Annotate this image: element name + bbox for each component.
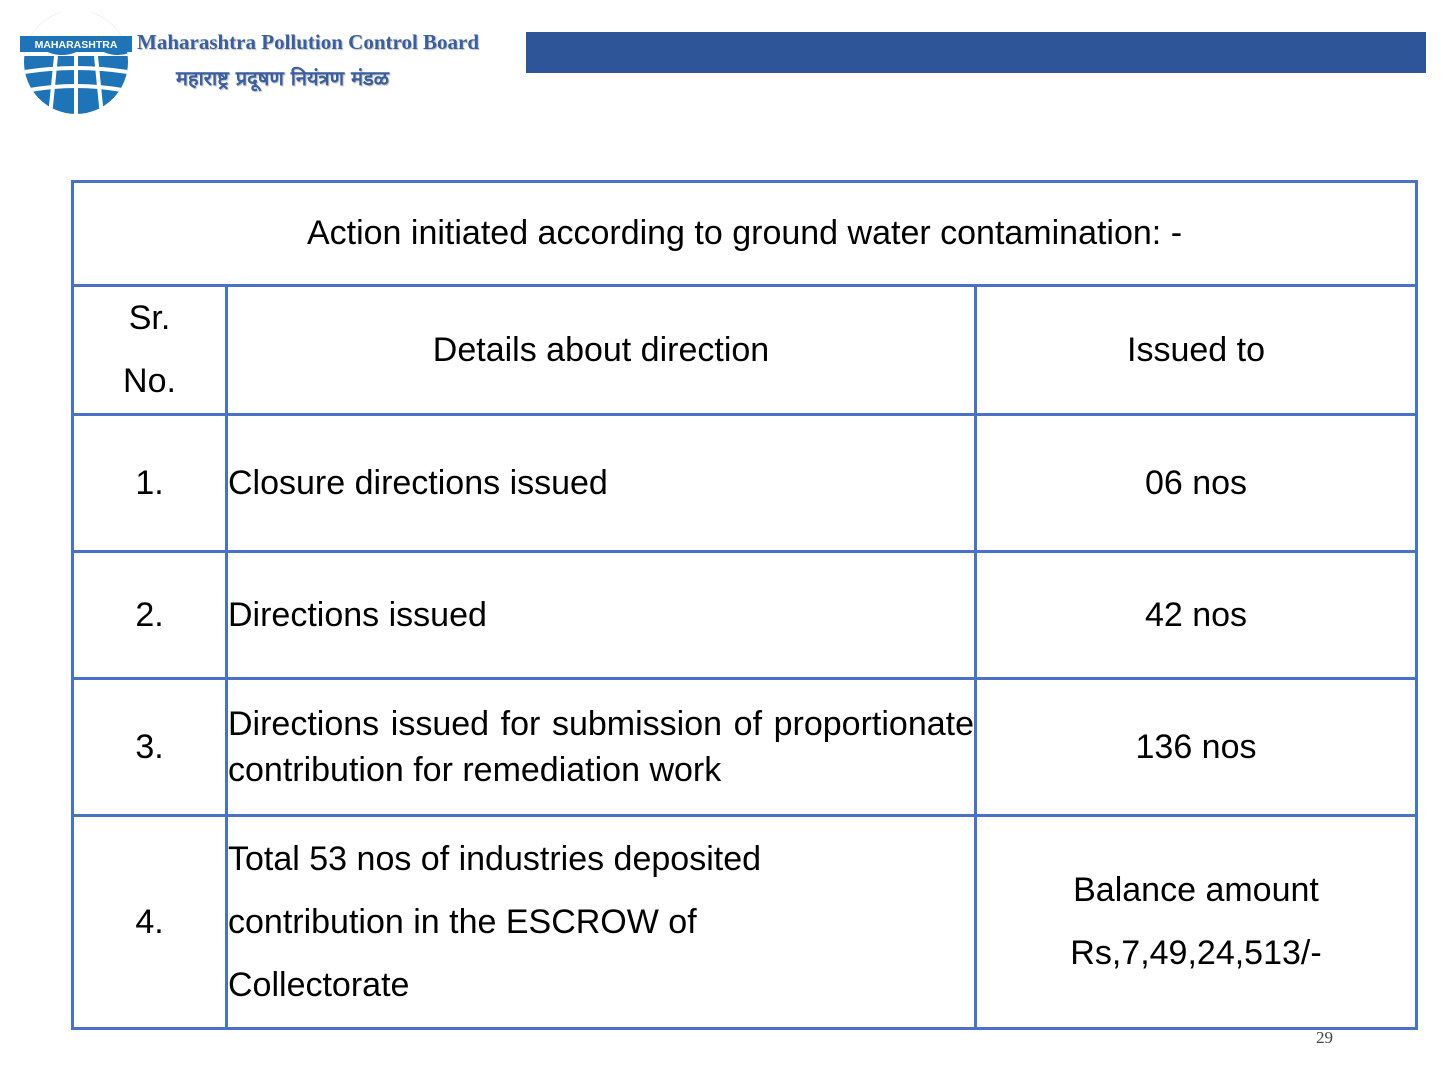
- column-header-issued-to: Issued to: [976, 286, 1417, 415]
- table-title-row: [73, 182, 1417, 286]
- column-header-sr-line2: No.: [123, 362, 176, 400]
- table-row: [73, 816, 1417, 1029]
- row-sr-no: 1.: [73, 415, 227, 552]
- column-header-sr-no: [73, 286, 227, 415]
- row-details: Directions issued for submission of proportionate contribution for remediation work: [227, 679, 976, 816]
- row-issued-to: 136 nos: [976, 679, 1417, 816]
- page-number: 29: [1316, 1028, 1333, 1047]
- row-sr-no: 2.: [73, 552, 227, 679]
- directions-table: [71, 180, 1418, 1030]
- emblem-text: MAHARASHTRA: [34, 39, 118, 51]
- header-banner: [526, 32, 1426, 73]
- table-title: Action initiated according to ground water contamination: -: [73, 182, 1417, 286]
- row-details: [227, 816, 976, 1029]
- row-details: Closure directions issued: [227, 415, 976, 552]
- row-issued-to-line: Rs,7,49,24,513/-: [1070, 934, 1322, 972]
- column-header-sr-line1: Sr.: [128, 299, 171, 337]
- row-issued-to-line: Balance amount: [1073, 871, 1319, 909]
- table-row: [73, 415, 1417, 552]
- row-sr-no: 4.: [73, 816, 227, 1029]
- row-issued-to: 42 nos: [976, 552, 1417, 679]
- row-issued-to: 06 nos: [976, 415, 1417, 552]
- table-row: [73, 679, 1417, 816]
- mpcb-emblem-logo: [20, 12, 132, 116]
- org-name-english: Maharashtra Pollution Control Board: [137, 30, 480, 54]
- column-header-details: Details about direction: [227, 286, 976, 415]
- row-details: Directions issued: [227, 552, 976, 679]
- row-details-line: Collectorate: [228, 965, 410, 1004]
- row-sr-no: 3.: [73, 679, 227, 816]
- row-details-line: contribution in the ESCROW of: [228, 902, 697, 941]
- table-row: [73, 552, 1417, 679]
- org-name-marathi: महाराष्ट्र प्रदूषण नियंत्रण मंडळ: [176, 66, 389, 90]
- row-details-line: Total 53 nos of industries deposited: [228, 839, 762, 878]
- table-header-row: [73, 286, 1417, 415]
- row-issued-to: [976, 816, 1417, 1029]
